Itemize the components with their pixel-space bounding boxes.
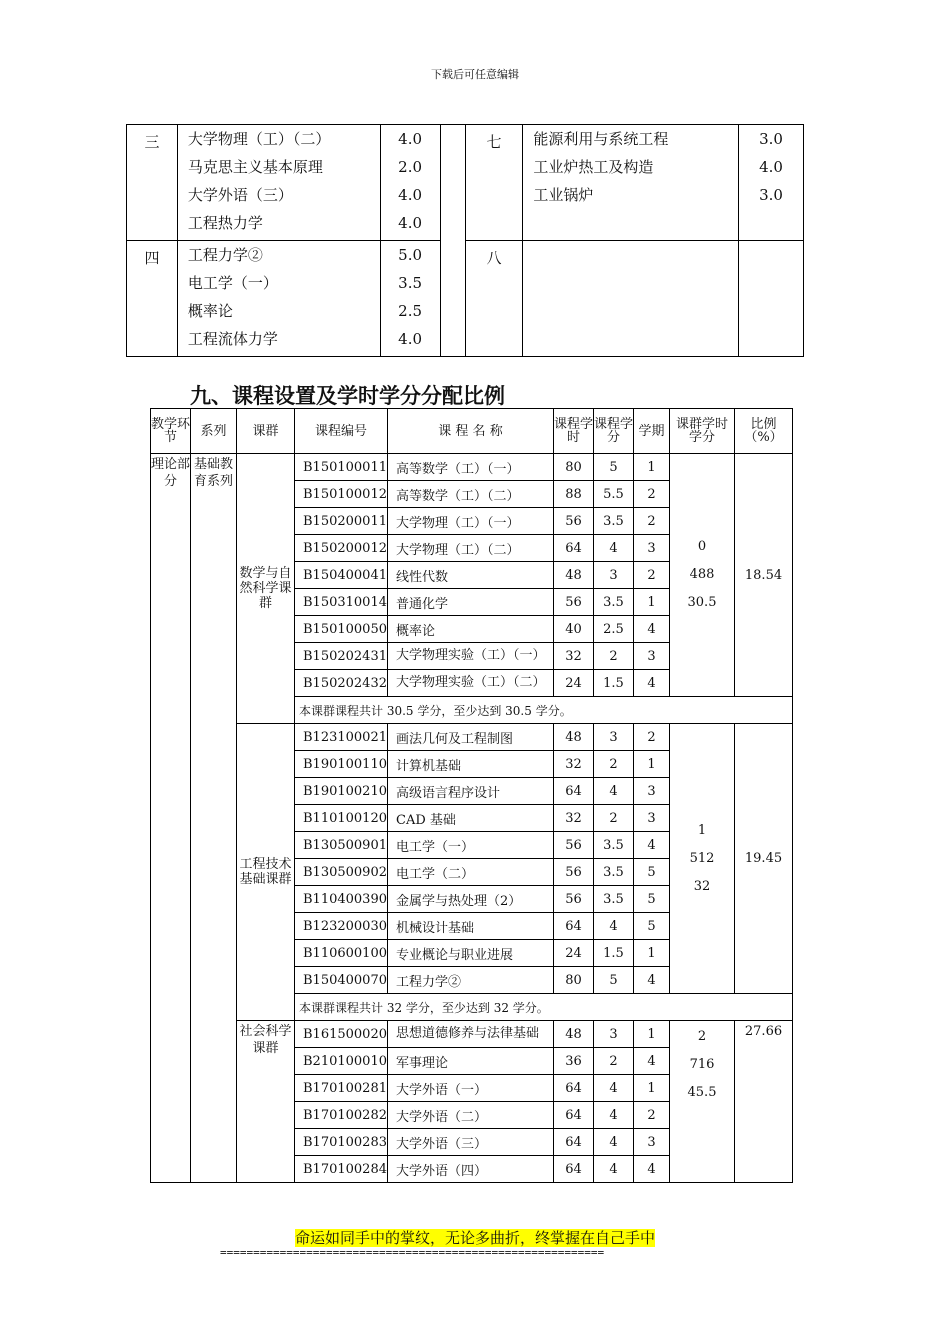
course-hours: 64 <box>554 1129 594 1156</box>
course-name: 画法几何及工程制图 <box>388 724 554 751</box>
course-code: B150400070 <box>295 967 388 994</box>
course-credits: 3.5 <box>594 508 634 535</box>
semester-label: 三 <box>127 125 178 241</box>
course-term: 4 <box>634 1156 670 1183</box>
curriculum-table <box>150 408 793 1183</box>
course-row <box>151 1021 793 1048</box>
course-term: 1 <box>634 751 670 778</box>
course-term: 1 <box>634 589 670 616</box>
semester-course-names <box>177 125 380 241</box>
course-term: 2 <box>634 562 670 589</box>
course-credit: 3.5 <box>398 274 423 292</box>
course-credit: 4.0 <box>398 130 423 148</box>
course-credits: 3 <box>594 562 634 589</box>
course-name: 思想道德修养与法律基础 <box>388 1021 554 1048</box>
course-code: B110100120 <box>295 805 388 832</box>
course-credits: 3.5 <box>594 886 634 913</box>
course-name: 大学外语（一） <box>388 1075 554 1102</box>
semester-label: 八 <box>465 241 523 357</box>
course-name: 大学外语（三） <box>388 1129 554 1156</box>
course-name: 大学外语（二） <box>388 1102 554 1129</box>
course-name: 大学物理实验（工）（二） <box>388 670 554 697</box>
course-credits: 4 <box>594 913 634 940</box>
motto-text: 命运如同手中的掌纹，无论多曲折，终掌握在自己手中 <box>294 1229 655 1247</box>
course-name: 机械设计基础 <box>388 913 554 940</box>
course-name: 大学物理（工）（二） <box>187 130 331 148</box>
group-ratio-cell: 19.45 <box>735 724 793 994</box>
group-summary: 本课群课程共计 32 学分，至少达到 32 学分。 <box>295 994 793 1021</box>
course-hours: 64 <box>554 1102 594 1129</box>
course-credits: 3.5 <box>594 859 634 886</box>
course-name: 高等数学（工）（二） <box>388 481 554 508</box>
course-credits: 3.5 <box>594 832 634 859</box>
course-term: 1 <box>634 454 670 481</box>
course-hours: 48 <box>554 1021 594 1048</box>
course-credits: 1.5 <box>594 670 634 697</box>
semester-course-names <box>523 241 739 357</box>
course-term: 5 <box>634 886 670 913</box>
course-code: B110600100 <box>295 940 388 967</box>
header-series: 系列 <box>191 409 237 454</box>
course-hours: 64 <box>554 1156 594 1183</box>
course-hours: 56 <box>554 886 594 913</box>
course-name: 大学外语（三） <box>187 186 293 204</box>
semester-course-credits <box>380 125 440 241</box>
course-name: 计算机基础 <box>388 751 554 778</box>
footer-rule: ========================================================== <box>220 1246 605 1259</box>
course-code: B150202432 <box>295 670 388 697</box>
group-total-value: 32 <box>693 878 711 894</box>
spacer-cell <box>440 125 465 357</box>
series-cell: 基础教育系列 <box>191 454 237 1183</box>
course-hours: 56 <box>554 589 594 616</box>
header-term: 学期 <box>634 409 670 454</box>
course-credit: 2.0 <box>398 158 423 176</box>
semester-label: 四 <box>127 241 178 357</box>
group-total-value: 716 <box>689 1057 715 1072</box>
group-ratio-cell: 18.54 <box>735 454 793 697</box>
group-name-cell: 社会科学课群 <box>237 1021 295 1183</box>
course-credits: 2 <box>594 805 634 832</box>
course-code: B150310014 <box>295 589 388 616</box>
course-name: 普通化学 <box>388 589 554 616</box>
group-totals-cell <box>670 454 735 697</box>
course-code: B150100012 <box>295 481 388 508</box>
header-name: 课 程 名 称 <box>388 409 554 454</box>
course-name: 工业锅炉 <box>533 186 594 204</box>
group-totals-cell <box>670 724 735 994</box>
course-credits: 5 <box>594 454 634 481</box>
course-term: 3 <box>634 805 670 832</box>
course-term: 2 <box>634 508 670 535</box>
course-credits: 4 <box>594 778 634 805</box>
group-total-value: 1 <box>697 822 707 838</box>
footer-motto <box>0 1227 950 1248</box>
group-total-value: 45.5 <box>687 1085 717 1100</box>
course-credits: 5.5 <box>594 481 634 508</box>
semester-label: 七 <box>465 125 523 241</box>
course-credits: 5 <box>594 967 634 994</box>
group-ratio-cell: 27.66 <box>735 1021 793 1183</box>
course-term: 2 <box>634 724 670 751</box>
course-credit: 4.0 <box>398 186 423 204</box>
course-name: 大学外语（四） <box>388 1156 554 1183</box>
course-name: 马克思主义基本原理 <box>187 158 323 176</box>
course-term: 3 <box>634 643 670 670</box>
semester-course-names <box>523 125 739 241</box>
page-header: 下载后可任意编辑 <box>431 68 519 81</box>
course-row <box>151 724 793 751</box>
course-name: 工程力学② <box>187 246 263 264</box>
course-code: B130500901 <box>295 832 388 859</box>
course-code: B150200012 <box>295 535 388 562</box>
header-stage: 教学环节 <box>151 409 191 454</box>
course-name: 电工学（二） <box>388 859 554 886</box>
course-code: B190100110 <box>295 751 388 778</box>
course-term: 5 <box>634 913 670 940</box>
course-credits: 2 <box>594 1048 634 1075</box>
course-name: 电工学（一） <box>187 274 278 292</box>
course-term: 1 <box>634 1021 670 1048</box>
course-name: 高级语言程序设计 <box>388 778 554 805</box>
semester-course-credits <box>739 125 804 241</box>
course-code: B170100284 <box>295 1156 388 1183</box>
course-term: 2 <box>634 1102 670 1129</box>
course-credits: 3.5 <box>594 589 634 616</box>
course-hours: 88 <box>554 481 594 508</box>
group-total-value: 0 <box>697 539 707 554</box>
group-total-value: 30.5 <box>687 595 717 610</box>
course-code: B190100210 <box>295 778 388 805</box>
course-code: B150202431 <box>295 643 388 670</box>
course-term: 1 <box>634 1075 670 1102</box>
group-total-value: 488 <box>689 567 715 582</box>
course-hours: 40 <box>554 616 594 643</box>
course-code: B161500020 <box>295 1021 388 1048</box>
course-name: 工程热力学 <box>187 214 263 232</box>
course-code: B123100021 <box>295 724 388 751</box>
course-name: 金属学与热处理（2） <box>388 886 554 913</box>
header-credits: 课程学分 <box>594 409 634 454</box>
header-group: 课群 <box>237 409 295 454</box>
course-hours: 36 <box>554 1048 594 1075</box>
course-credits: 3 <box>594 724 634 751</box>
course-hours: 64 <box>554 778 594 805</box>
course-credits: 4 <box>594 535 634 562</box>
course-term: 4 <box>634 1048 670 1075</box>
course-credits: 2 <box>594 751 634 778</box>
course-term: 4 <box>634 616 670 643</box>
course-term: 4 <box>634 967 670 994</box>
semester-course-credits <box>739 241 804 357</box>
course-code: B170100283 <box>295 1129 388 1156</box>
course-code: B170100281 <box>295 1075 388 1102</box>
course-hours: 64 <box>554 535 594 562</box>
course-credit: 3.0 <box>759 186 783 204</box>
course-credit: 3.0 <box>759 130 783 148</box>
course-term: 3 <box>634 535 670 562</box>
course-credits: 4 <box>594 1156 634 1183</box>
course-hours: 64 <box>554 1075 594 1102</box>
course-term: 4 <box>634 670 670 697</box>
course-name: 能源利用与系统工程 <box>533 130 669 148</box>
course-credit: 4.0 <box>398 330 423 348</box>
course-name: 高等数学（工）（一） <box>388 454 554 481</box>
course-term: 5 <box>634 859 670 886</box>
course-code: B110400390 <box>295 886 388 913</box>
course-name: 专业概论与职业进展 <box>388 940 554 967</box>
course-hours: 56 <box>554 508 594 535</box>
course-credits: 1.5 <box>594 940 634 967</box>
course-hours: 56 <box>554 859 594 886</box>
course-credits: 4 <box>594 1102 634 1129</box>
course-code: B150100011 <box>295 454 388 481</box>
course-credit: 4.0 <box>398 214 423 232</box>
course-code: B150100050 <box>295 616 388 643</box>
course-hours: 80 <box>554 967 594 994</box>
course-name: 电工学（一） <box>388 832 554 859</box>
group-name-cell: 数学与自然科学课群 <box>237 454 295 724</box>
course-credits: 2.5 <box>594 616 634 643</box>
course-code: B150400041 <box>295 562 388 589</box>
course-credits: 3 <box>594 1021 634 1048</box>
course-credits: 2 <box>594 643 634 670</box>
course-hours: 56 <box>554 832 594 859</box>
course-credits: 4 <box>594 1075 634 1102</box>
group-totals-cell <box>670 1021 735 1183</box>
course-hours: 64 <box>554 913 594 940</box>
section-title: 九、课程设置及学时学分分配比例 <box>190 383 505 408</box>
course-code: B130500902 <box>295 859 388 886</box>
group-name-cell: 工程技术基础课群 <box>237 724 295 1021</box>
course-code: B210100010 <box>295 1048 388 1075</box>
course-name: 大学物理（工）（一） <box>388 508 554 535</box>
course-hours: 32 <box>554 805 594 832</box>
header-code: 课程编号 <box>295 409 388 454</box>
semester-course-table <box>126 124 804 357</box>
course-name: 大学物理（工）（二） <box>388 535 554 562</box>
course-term: 3 <box>634 1129 670 1156</box>
course-name: 概率论 <box>187 302 233 320</box>
course-name: 工程力学② <box>388 967 554 994</box>
group-total-value: 512 <box>689 850 715 866</box>
group-summary: 本课群课程共计 30.5 学分，至少达到 30.5 学分。 <box>295 697 793 724</box>
course-name: 概率论 <box>388 616 554 643</box>
course-code: B150200011 <box>295 508 388 535</box>
course-hours: 48 <box>554 724 594 751</box>
course-term: 4 <box>634 832 670 859</box>
course-credit: 5.0 <box>398 246 423 264</box>
header-ratio: 比例（%） <box>735 409 793 454</box>
stage-cell: 理论部分 <box>151 454 191 1183</box>
header-hours: 课程学时 <box>554 409 594 454</box>
course-name: 工程流体力学 <box>187 330 278 348</box>
course-term: 3 <box>634 778 670 805</box>
course-hours: 24 <box>554 670 594 697</box>
course-hours: 24 <box>554 940 594 967</box>
course-hours: 48 <box>554 562 594 589</box>
course-name: 军事理论 <box>388 1048 554 1075</box>
course-name: CAD 基础 <box>388 805 554 832</box>
header-group-total: 课群学时学分 <box>670 409 735 454</box>
course-row <box>151 454 793 481</box>
course-hours: 32 <box>554 643 594 670</box>
course-name: 线性代数 <box>388 562 554 589</box>
course-credits: 4 <box>594 1129 634 1156</box>
course-code: B123200030 <box>295 913 388 940</box>
course-credit: 4.0 <box>759 158 783 176</box>
course-code: B170100282 <box>295 1102 388 1129</box>
course-term: 1 <box>634 940 670 967</box>
semester-course-names <box>177 241 380 357</box>
group-total-value: 2 <box>697 1029 707 1044</box>
course-hours: 80 <box>554 454 594 481</box>
course-hours: 32 <box>554 751 594 778</box>
course-name: 工业炉热工及构造 <box>533 158 654 176</box>
course-name: 大学物理实验（工）（一） <box>388 643 554 670</box>
course-credit: 2.5 <box>398 302 423 320</box>
course-term: 2 <box>634 481 670 508</box>
semester-course-credits <box>380 241 440 357</box>
